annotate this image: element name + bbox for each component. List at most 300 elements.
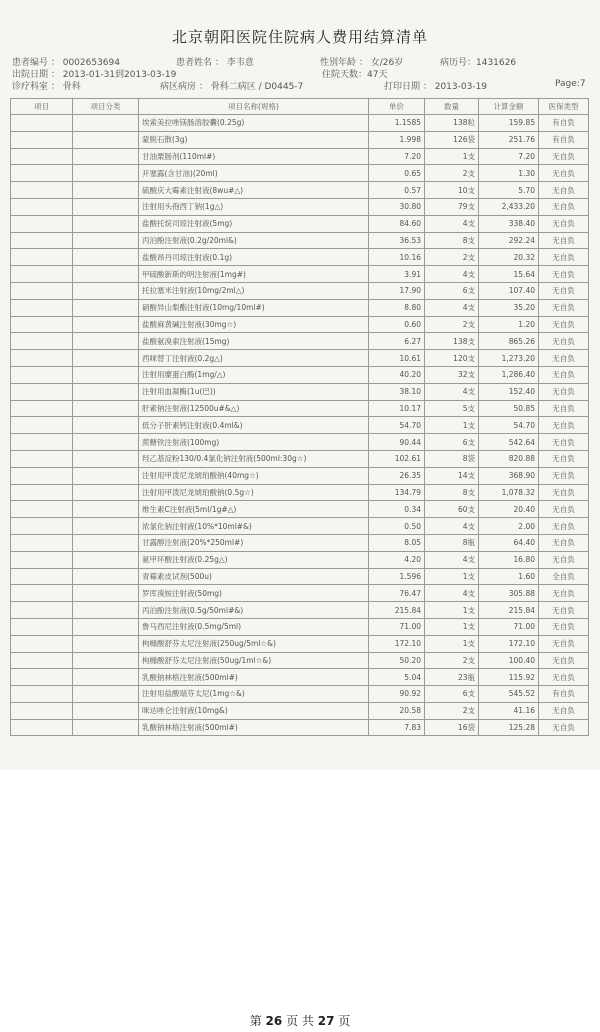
quantity-cell: 2支 xyxy=(425,249,479,266)
insurance-type-cell: 有自负 xyxy=(539,115,589,132)
cell-empty xyxy=(11,165,73,182)
unit-price-cell: 26.35 xyxy=(369,467,425,484)
item-name-cell: 注射用甲泼尼龙琥珀酸钠(40mg☆) xyxy=(139,467,369,484)
amount-cell: 20.40 xyxy=(479,501,539,518)
table-row xyxy=(11,568,589,585)
cell-empty xyxy=(11,232,73,249)
insurance-type-cell: 无自负 xyxy=(539,383,589,400)
footer-prefix: 第 xyxy=(249,1014,262,1028)
amount-cell: 1.20 xyxy=(479,316,539,333)
quantity-cell: 4支 xyxy=(425,585,479,602)
cell-empty xyxy=(11,568,73,585)
cell-empty xyxy=(11,148,73,165)
unit-price-cell: 134.79 xyxy=(369,484,425,501)
cell-empty xyxy=(11,719,73,736)
unit-price-cell: 1.998 xyxy=(369,131,425,148)
table-body xyxy=(11,115,589,736)
insurance-type-cell: 无自负 xyxy=(539,534,589,551)
insurance-type-cell: 无自负 xyxy=(539,198,589,215)
table-row xyxy=(11,686,589,703)
footer-mid: 页 共 xyxy=(286,1014,314,1028)
table-row xyxy=(11,551,589,568)
amount-cell: 251.76 xyxy=(479,131,539,148)
item-name-cell: 浓氯化钠注射液(10%*10ml#&) xyxy=(139,518,369,535)
unit-price-cell: 10.61 xyxy=(369,350,425,367)
unit-price-cell: 90.92 xyxy=(369,686,425,703)
amount-cell: 368.90 xyxy=(479,467,539,484)
print-date: 打印日期 ： 2013-03-19 xyxy=(384,82,488,92)
table-row xyxy=(11,585,589,602)
cell-empty xyxy=(73,115,139,132)
ward-room: 病区病房 ： 骨科二病区 / D0445-7 xyxy=(160,82,304,92)
insurance-type-cell: 无自负 xyxy=(539,182,589,199)
amount-cell: 1,286.40 xyxy=(479,366,539,383)
fee-table xyxy=(10,98,589,736)
cell-empty xyxy=(11,585,73,602)
cell-empty xyxy=(73,316,139,333)
insurance-type-cell: 无自负 xyxy=(539,635,589,652)
unit-price-cell: 76.47 xyxy=(369,585,425,602)
cell-empty xyxy=(11,299,73,316)
cell-empty xyxy=(11,366,73,383)
quantity-cell: 32支 xyxy=(425,366,479,383)
cell-empty xyxy=(73,165,139,182)
item-name-cell: 咪达唑仑注射液(10mg&) xyxy=(139,702,369,719)
amount-cell: 64.40 xyxy=(479,534,539,551)
quantity-cell: 23瓶 xyxy=(425,669,479,686)
cell-empty xyxy=(73,366,139,383)
insurance-type-cell: 无自负 xyxy=(539,585,589,602)
unit-price-cell: 0.34 xyxy=(369,501,425,518)
table-row xyxy=(11,232,589,249)
amount-cell: 152.40 xyxy=(479,383,539,400)
table-row xyxy=(11,652,589,669)
item-name-cell: 羟乙基淀粉130/0.4氯化钠注射液(500ml:30g☆) xyxy=(139,450,369,467)
table-row xyxy=(11,400,589,417)
cell-empty xyxy=(73,232,139,249)
insurance-type-cell: 无自负 xyxy=(539,366,589,383)
cell-empty xyxy=(11,434,73,451)
insurance-type-cell: 无自负 xyxy=(539,602,589,619)
amount-cell: 20.32 xyxy=(479,249,539,266)
unit-price-cell: 3.91 xyxy=(369,266,425,283)
insurance-type-cell: 无自负 xyxy=(539,232,589,249)
insurance-type-cell: 全自负 xyxy=(539,568,589,585)
cell-empty xyxy=(11,467,73,484)
cell-empty xyxy=(73,484,139,501)
cell-empty xyxy=(11,501,73,518)
item-name-cell: 注射用糜蛋白酶(1mg/△) xyxy=(139,366,369,383)
cell-empty xyxy=(11,316,73,333)
quantity-cell: 2支 xyxy=(425,165,479,182)
quantity-cell: 1支 xyxy=(425,618,479,635)
cell-empty xyxy=(11,266,73,283)
table-row xyxy=(11,635,589,652)
cell-empty xyxy=(73,417,139,434)
column-header: 医保类型 xyxy=(539,99,589,115)
unit-price-cell: 102.61 xyxy=(369,450,425,467)
cell-empty xyxy=(11,333,73,350)
cell-empty xyxy=(11,215,73,232)
cell-empty xyxy=(73,618,139,635)
cell-empty xyxy=(73,467,139,484)
quantity-cell: 8瓶 xyxy=(425,534,479,551)
cell-empty xyxy=(73,400,139,417)
column-header: 项目名称(规格) xyxy=(139,99,369,115)
quantity-cell: 1支 xyxy=(425,417,479,434)
amount-cell: 159.85 xyxy=(479,115,539,132)
cell-empty xyxy=(73,501,139,518)
amount-cell: 35.20 xyxy=(479,299,539,316)
item-name-cell: 埃索美拉唑镁肠溶胶囊(0.25g) xyxy=(139,115,369,132)
table-row xyxy=(11,450,589,467)
amount-cell: 115.92 xyxy=(479,669,539,686)
table-row xyxy=(11,719,589,736)
cell-empty xyxy=(73,669,139,686)
insurance-type-cell: 无自负 xyxy=(539,266,589,283)
item-name-cell: 盐酸昂丹司琼注射液(0.1g) xyxy=(139,249,369,266)
insurance-type-cell: 无自负 xyxy=(539,652,589,669)
table-row xyxy=(11,602,589,619)
quantity-cell: 6支 xyxy=(425,434,479,451)
insurance-type-cell: 有自负 xyxy=(539,686,589,703)
quantity-cell: 2支 xyxy=(425,316,479,333)
item-name-cell: 丙泊酚注射液(0.5g/50ml#&) xyxy=(139,602,369,619)
amount-cell: 338.40 xyxy=(479,215,539,232)
item-name-cell: 青霉素皮试剂(500u) xyxy=(139,568,369,585)
item-name-cell: 硝酸异山梨酯注射液(10mg/10ml#) xyxy=(139,299,369,316)
sex-age: 性别年龄 ： 女/26岁 xyxy=(320,58,404,68)
insurance-type-cell: 有自负 xyxy=(539,131,589,148)
cell-empty xyxy=(11,551,73,568)
cell-empty xyxy=(73,585,139,602)
table-row xyxy=(11,299,589,316)
cell-empty xyxy=(73,434,139,451)
cell-empty xyxy=(73,652,139,669)
cell-empty xyxy=(73,551,139,568)
table-row xyxy=(11,198,589,215)
quantity-cell: 5支 xyxy=(425,400,479,417)
cell-empty xyxy=(73,266,139,283)
insurance-type-cell: 无自负 xyxy=(539,501,589,518)
insurance-type-cell: 无自负 xyxy=(539,316,589,333)
cell-empty xyxy=(11,702,73,719)
cell-empty xyxy=(73,333,139,350)
insurance-type-cell: 无自负 xyxy=(539,618,589,635)
cell-empty xyxy=(11,417,73,434)
cell-empty xyxy=(11,652,73,669)
cell-empty xyxy=(11,249,73,266)
unit-price-cell: 4.20 xyxy=(369,551,425,568)
item-name-cell: 丙泊酚注射液(0.2g/20ml&) xyxy=(139,232,369,249)
table-row xyxy=(11,434,589,451)
quantity-cell: 79支 xyxy=(425,198,479,215)
cell-empty xyxy=(11,518,73,535)
cell-empty xyxy=(11,198,73,215)
item-name-cell: 盐酸托烷司琼注射液(5mg) xyxy=(139,215,369,232)
unit-price-cell: 0.65 xyxy=(369,165,425,182)
unit-price-cell: 7.20 xyxy=(369,148,425,165)
total-pages: 27 xyxy=(317,1014,335,1028)
unit-price-cell: 5.04 xyxy=(369,669,425,686)
item-name-cell: 注射用甲泼尼龙琥珀酸钠(0.5g☆) xyxy=(139,484,369,501)
table-row xyxy=(11,669,589,686)
quantity-cell: 16袋 xyxy=(425,719,479,736)
insurance-type-cell: 无自负 xyxy=(539,484,589,501)
unit-price-cell: 8.05 xyxy=(369,534,425,551)
amount-cell: 71.00 xyxy=(479,618,539,635)
cell-empty xyxy=(73,182,139,199)
quantity-cell: 14支 xyxy=(425,467,479,484)
quantity-cell: 1支 xyxy=(425,148,479,165)
table-row xyxy=(11,518,589,535)
item-name-cell: 维生素C注射液(5ml/1g#△) xyxy=(139,501,369,518)
cell-empty xyxy=(73,568,139,585)
item-name-cell: 氨甲环酸注射液(0.25g△) xyxy=(139,551,369,568)
quantity-cell: 2支 xyxy=(425,702,479,719)
insurance-type-cell: 无自负 xyxy=(539,450,589,467)
item-name-cell: 乳酸钠林格注射液(500ml#) xyxy=(139,669,369,686)
amount-cell: 172.10 xyxy=(479,635,539,652)
amount-cell: 125.28 xyxy=(479,719,539,736)
cell-empty xyxy=(73,282,139,299)
insurance-type-cell: 无自负 xyxy=(539,400,589,417)
quantity-cell: 6支 xyxy=(425,282,479,299)
quantity-cell: 138支 xyxy=(425,333,479,350)
table-row xyxy=(11,417,589,434)
quantity-cell: 1支 xyxy=(425,568,479,585)
item-name-cell: 盐酸麻黄碱注射液(30mg☆) xyxy=(139,316,369,333)
amount-cell: 100.40 xyxy=(479,652,539,669)
item-name-cell: 注射用血凝酶(1u(巴)) xyxy=(139,383,369,400)
amount-cell: 1,078.32 xyxy=(479,484,539,501)
unit-price-cell: 84.60 xyxy=(369,215,425,232)
table-row xyxy=(11,467,589,484)
cell-empty xyxy=(73,534,139,551)
item-name-cell: 托拉塞米注射液(10mg/2ml△) xyxy=(139,282,369,299)
amount-cell: 7.20 xyxy=(479,148,539,165)
unit-price-cell: 50.20 xyxy=(369,652,425,669)
insurance-type-cell: 无自负 xyxy=(539,669,589,686)
amount-cell: 41.16 xyxy=(479,702,539,719)
table-row xyxy=(11,702,589,719)
patient-id: 患者编号 ： 0002653694 xyxy=(12,58,120,68)
amount-cell: 15.64 xyxy=(479,266,539,283)
table-row xyxy=(11,534,589,551)
insurance-type-cell: 无自负 xyxy=(539,434,589,451)
table-row xyxy=(11,366,589,383)
unit-price-cell: 17.90 xyxy=(369,282,425,299)
unit-price-cell: 10.16 xyxy=(369,249,425,266)
quantity-cell: 4支 xyxy=(425,551,479,568)
insurance-type-cell: 无自负 xyxy=(539,551,589,568)
cell-empty xyxy=(73,299,139,316)
cell-empty xyxy=(11,400,73,417)
insurance-type-cell: 无自负 xyxy=(539,350,589,367)
cell-empty xyxy=(73,450,139,467)
footer-suffix: 页 xyxy=(338,1014,351,1028)
department: 诊疗科室 ： 骨科 xyxy=(12,82,81,92)
cell-empty xyxy=(73,702,139,719)
patient-name: 患者姓名 ： 李韦意 xyxy=(176,58,254,68)
insurance-type-cell: 无自负 xyxy=(539,467,589,484)
item-name-cell: 硫酸庆大霉素注射液(8wu#△) xyxy=(139,182,369,199)
quantity-cell: 120支 xyxy=(425,350,479,367)
cell-empty xyxy=(73,383,139,400)
cell-empty xyxy=(11,686,73,703)
amount-cell: 107.40 xyxy=(479,282,539,299)
cell-empty xyxy=(73,635,139,652)
quantity-cell: 126袋 xyxy=(425,131,479,148)
amount-cell: 50.85 xyxy=(479,400,539,417)
unit-price-cell: 71.00 xyxy=(369,618,425,635)
column-header: 项目分类 xyxy=(73,99,139,115)
insurance-type-cell: 无自负 xyxy=(539,333,589,350)
amount-cell: 2.00 xyxy=(479,518,539,535)
item-name-cell: 蔗糖铁注射液(100mg) xyxy=(139,434,369,451)
column-header: 单价 xyxy=(369,99,425,115)
item-name-cell: 盐酸氨溴索注射液(15mg) xyxy=(139,333,369,350)
unit-price-cell: 54.70 xyxy=(369,417,425,434)
unit-price-cell: 172.10 xyxy=(369,635,425,652)
quantity-cell: 1支 xyxy=(425,635,479,652)
item-name-cell: 肝素钠注射液(12500u#&△) xyxy=(139,400,369,417)
table-row xyxy=(11,165,589,182)
item-name-cell: 蒙脱石散(3g) xyxy=(139,131,369,148)
cell-empty xyxy=(11,635,73,652)
table-row xyxy=(11,249,589,266)
unit-price-cell: 1.596 xyxy=(369,568,425,585)
cell-empty xyxy=(11,350,73,367)
item-name-cell: 注射用盐酸瑞芬太尼(1mg☆&) xyxy=(139,686,369,703)
unit-price-cell: 20.58 xyxy=(369,702,425,719)
quantity-cell: 2支 xyxy=(425,652,479,669)
unit-price-cell: 6.27 xyxy=(369,333,425,350)
insurance-type-cell: 无自负 xyxy=(539,282,589,299)
quantity-cell: 4支 xyxy=(425,299,479,316)
item-name-cell: 罗库溴铵注射液(50mg) xyxy=(139,585,369,602)
cell-empty xyxy=(11,602,73,619)
insurance-type-cell: 无自负 xyxy=(539,249,589,266)
cell-empty xyxy=(73,215,139,232)
insurance-type-cell: 无自负 xyxy=(539,719,589,736)
amount-cell: 1.60 xyxy=(479,568,539,585)
amount-cell: 215.84 xyxy=(479,602,539,619)
unit-price-cell: 0.57 xyxy=(369,182,425,199)
amount-cell: 305.88 xyxy=(479,585,539,602)
table-header-row xyxy=(11,99,589,115)
cell-empty xyxy=(73,198,139,215)
quantity-cell: 8袋 xyxy=(425,450,479,467)
table-row xyxy=(11,148,589,165)
cell-empty xyxy=(73,518,139,535)
unit-price-cell: 90.44 xyxy=(369,434,425,451)
document-title: 北京朝阳医院住院病人费用结算清单 xyxy=(171,28,428,46)
cell-empty xyxy=(11,282,73,299)
table-row xyxy=(11,383,589,400)
cell-empty xyxy=(11,534,73,551)
insurance-type-cell: 无自负 xyxy=(539,702,589,719)
column-header: 项目 xyxy=(11,99,73,115)
item-name-cell: 开塞露(含甘油)(20ml) xyxy=(139,165,369,182)
quantity-cell: 4支 xyxy=(425,383,479,400)
quantity-cell: 4支 xyxy=(425,215,479,232)
cell-empty xyxy=(73,686,139,703)
table-row xyxy=(11,182,589,199)
table-row xyxy=(11,266,589,283)
table-row xyxy=(11,618,589,635)
unit-price-cell: 0.60 xyxy=(369,316,425,333)
unit-price-cell: 7.83 xyxy=(369,719,425,736)
amount-cell: 54.70 xyxy=(479,417,539,434)
insurance-type-cell: 无自负 xyxy=(539,417,589,434)
cell-empty xyxy=(73,350,139,367)
amount-cell: 1,273.20 xyxy=(479,350,539,367)
column-header: 数量 xyxy=(425,99,479,115)
insurance-type-cell: 无自负 xyxy=(539,165,589,182)
item-name-cell: 乳酸钠林格注射液(500ml#) xyxy=(139,719,369,736)
current-page: 26 xyxy=(265,1014,283,1028)
amount-cell: 545.52 xyxy=(479,686,539,703)
table-row xyxy=(11,215,589,232)
unit-price-cell: 215.84 xyxy=(369,602,425,619)
item-name-cell: 枸橼酸舒芬太尼注射液(50ug/1ml☆&) xyxy=(139,652,369,669)
item-name-cell: 甘露醇注射液(20%*250ml#) xyxy=(139,534,369,551)
cell-empty xyxy=(11,450,73,467)
insurance-type-cell: 无自负 xyxy=(539,518,589,535)
quantity-cell: 10支 xyxy=(425,182,479,199)
cell-empty xyxy=(73,719,139,736)
cell-empty xyxy=(11,115,73,132)
column-header: 计算金额 xyxy=(479,99,539,115)
quantity-cell: 138粒 xyxy=(425,115,479,132)
cell-empty xyxy=(73,131,139,148)
table-row xyxy=(11,131,589,148)
table-row xyxy=(11,282,589,299)
table-row xyxy=(11,501,589,518)
unit-price-cell: 10.17 xyxy=(369,400,425,417)
table-row xyxy=(11,350,589,367)
amount-cell: 2,433.20 xyxy=(479,198,539,215)
item-name-cell: 甘油栗肠剂(110ml#) xyxy=(139,148,369,165)
amount-cell: 292.24 xyxy=(479,232,539,249)
quantity-cell: 4支 xyxy=(425,266,479,283)
amount-cell: 16.80 xyxy=(479,551,539,568)
quantity-cell: 60支 xyxy=(425,501,479,518)
amount-cell: 865.26 xyxy=(479,333,539,350)
unit-price-cell: 1.1585 xyxy=(369,115,425,132)
unit-price-cell: 0.50 xyxy=(369,518,425,535)
table-row xyxy=(11,115,589,132)
amount-cell: 5.70 xyxy=(479,182,539,199)
cell-empty xyxy=(11,618,73,635)
quantity-cell: 8支 xyxy=(425,232,479,249)
page-indicator: Page:7 xyxy=(555,79,586,89)
item-name-cell: 注射用头孢西丁钠(1g△) xyxy=(139,198,369,215)
stay-days: 住院天数：47天 xyxy=(322,70,388,80)
item-name-cell: 枸橼酸舒芬太尼注射液(250ug/5ml☆&) xyxy=(139,635,369,652)
unit-price-cell: 38.10 xyxy=(369,383,425,400)
quantity-cell: 1支 xyxy=(425,602,479,619)
item-name-cell: 鲁马西尼注射液(0.5mg/5ml) xyxy=(139,618,369,635)
insurance-type-cell: 无自负 xyxy=(539,215,589,232)
unit-price-cell: 40.20 xyxy=(369,366,425,383)
cell-empty xyxy=(11,669,73,686)
item-name-cell: 西咪替丁注射液(0.2g△) xyxy=(139,350,369,367)
cell-empty xyxy=(73,249,139,266)
record-number: 病历号：1431626 xyxy=(440,58,517,68)
cell-empty xyxy=(11,131,73,148)
